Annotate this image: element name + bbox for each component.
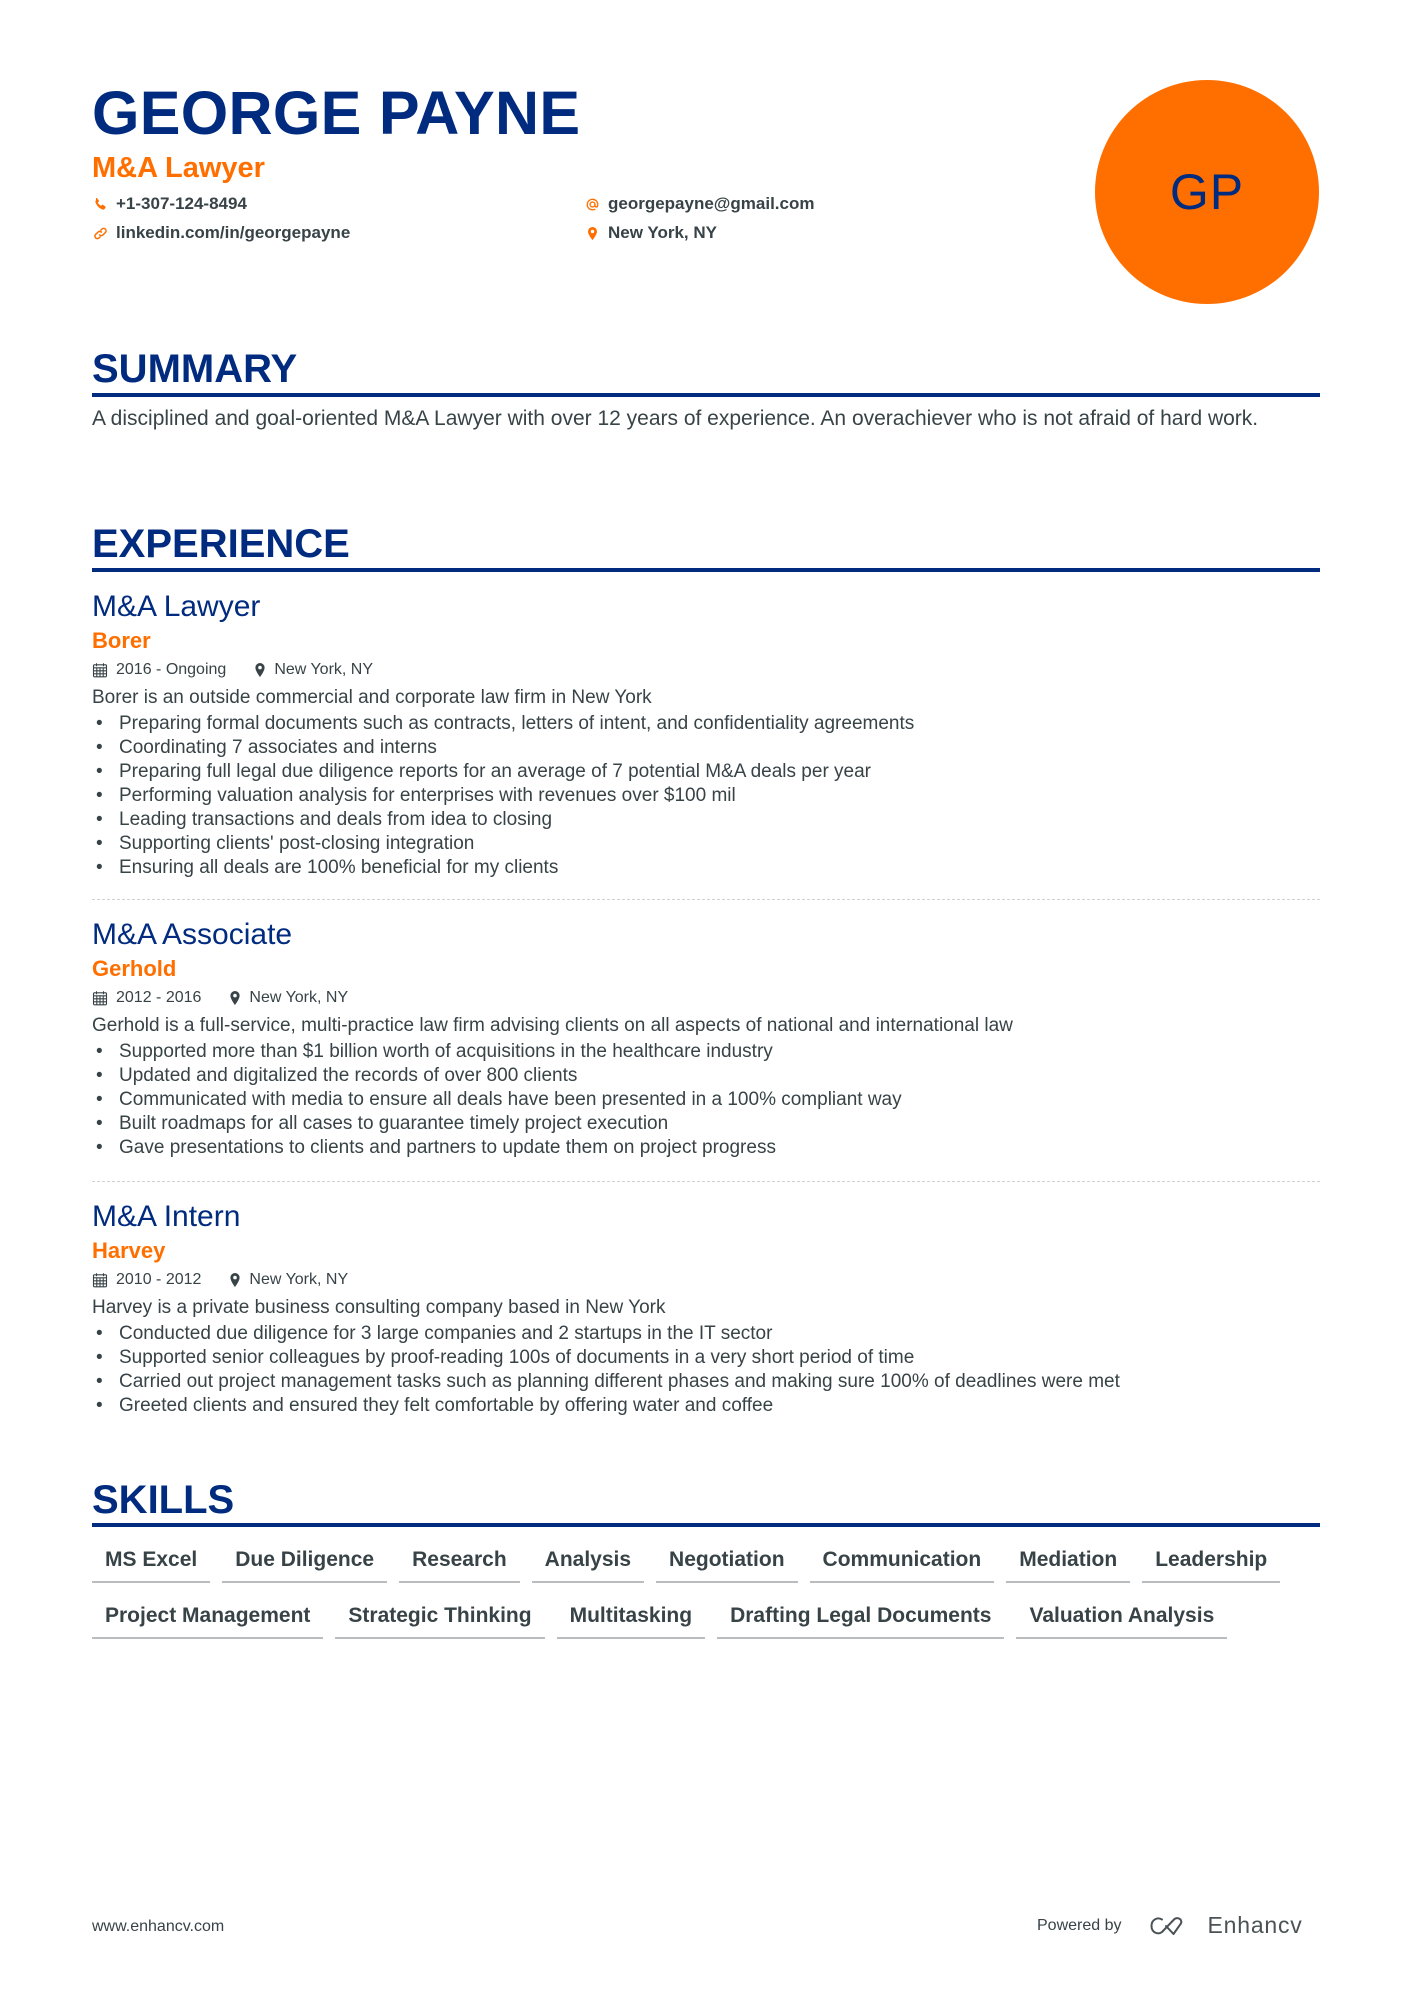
job-bullets [92,1322,1320,1418]
phone-value: +1-307-124-8494 [116,194,247,213]
avatar [1095,80,1319,304]
experience-divider [92,568,1320,572]
job-bullet: • Communicated with media to ensure all deals have been presented in a 100% compliant way [92,1088,1320,1112]
map-pin-icon [229,990,241,1006]
enhancv-logo-icon [1148,1914,1196,1938]
job-location [229,1268,348,1292]
skills-list [92,1545,1332,1639]
job-bullets [92,712,1320,880]
job-description: Borer is an outside commercial and corporate law firm in New York [92,687,652,708]
skill-tag: Multitasking [557,1601,706,1639]
job-bullet: • Greeted clients and ensured they felt comfortable by offering water and coffee [92,1394,1320,1418]
avatar-initials: GP [1169,164,1245,220]
skill-tag: Valuation Analysis [1016,1601,1227,1639]
entry-separator [92,1181,1320,1182]
map-pin-icon [584,225,600,241]
job-bullet: • Leading transactions and deals from idea to closing [92,808,1320,832]
job-meta [92,658,1320,682]
footer-branding[interactable] [1037,1912,1303,1939]
contact-phone[interactable] [92,193,247,215]
skill-tag: Research [399,1545,520,1583]
job-bullet: • Ensuring all deals are 100% beneficial for my clients [92,856,1320,880]
job-location [229,986,348,1010]
job-bullet: • Coordinating 7 associates and interns [92,736,1320,760]
map-pin-icon [254,662,266,678]
job-bullet: • Supported more than $1 billion worth of acquisitions in the healthcare industry [92,1040,1320,1064]
skills-divider [92,1523,1320,1527]
experience-heading: EXPERIENCE [92,522,350,566]
skill-tag: Analysis [532,1545,644,1583]
skills-heading: SKILLS [92,1478,235,1522]
job-description: Harvey is a private business consulting company based in New York [92,1297,666,1318]
phone-icon [92,196,108,212]
skill-tag: Negotiation [656,1545,798,1583]
job-bullets [92,1040,1320,1160]
skill-tag: Due Diligence [222,1545,387,1583]
job-bullet: • Gave presentations to clients and partners to update them on project progress [92,1136,1320,1160]
skill-tag: MS Excel [92,1545,210,1583]
job-meta [92,986,1320,1010]
experience-entry [92,588,1320,880]
job-bullet: • Preparing full legal due diligence reports for an average of 7 potential M&A deals per year [92,760,1320,784]
job-bullet: • Supporting clients' post-closing integration [92,832,1320,856]
candidate-title: M&A Lawyer [92,152,265,184]
skill-tag: Strategic Thinking [335,1601,544,1639]
skill-tag: Project Management [92,1601,323,1639]
job-company: Harvey [92,1238,166,1263]
job-company: Gerhold [92,956,177,981]
summary-text: A disciplined and goal-oriented M&A Lawyer with over 12 years of experience. An overachiever who is not afraid of hard work. [92,407,1259,430]
footer-website-link[interactable]: www.enhancv.com [92,1918,225,1935]
location-value: New York, NY [608,223,717,242]
job-dates: 2012 - 2016 [116,989,202,1006]
job-title: M&A Lawyer [92,590,261,623]
job-bullet: • Built roadmaps for all cases to guarantee timely project execution [92,1112,1320,1136]
summary-heading: SUMMARY [92,347,298,391]
candidate-name: GEORGE PAYNE [92,79,581,147]
link-icon [92,225,108,241]
job-location-value: New York, NY [274,661,374,678]
email-value: georgepayne@gmail.com [608,194,815,213]
job-bullet: • Conducted due diligence for 3 large companies and 2 startups in the IT sector [92,1322,1320,1346]
job-bullet: • Updated and digitalized the records of over 800 clients [92,1064,1320,1088]
entry-separator [92,899,1320,900]
job-dates: 2016 - Ongoing [116,661,227,678]
experience-entry [92,1198,1320,1418]
job-bullet: • Carried out project management tasks such as planning different phases and making sure 100% of deadlines were met [92,1370,1320,1394]
job-title: M&A Associate [92,918,293,951]
linkedin-value: linkedin.com/in/georgepayne [116,223,351,242]
job-company: Borer [92,628,151,653]
calendar-icon [92,1272,108,1288]
skill-tag: Leadership [1142,1545,1280,1583]
contact-linkedin[interactable] [92,222,350,244]
job-title: M&A Intern [92,1200,241,1233]
skill-tag: Communication [810,1545,995,1583]
brand-name: Enhancv [1207,1912,1303,1938]
job-bullet: • Supported senior colleagues by proof-reading 100s of documents in a very short period of time [92,1346,1320,1370]
at-icon [584,196,600,212]
summary-divider [92,393,1320,397]
job-bullet: • Performing valuation analysis for enterprises with revenues over $100 mil [92,784,1320,808]
job-location-value: New York, NY [249,989,349,1006]
skill-tag: Drafting Legal Documents [717,1601,1004,1639]
job-description: Gerhold is a full-service, multi-practice law firm advising clients on all aspects of national and international law [92,1015,1013,1036]
job-dates: 2010 - 2012 [116,1271,202,1288]
job-meta [92,1268,1320,1292]
powered-by-label: Powered by [1037,1916,1122,1934]
experience-entry [92,916,1320,1160]
job-location-value: New York, NY [249,1271,349,1288]
calendar-icon [92,990,108,1006]
skill-tag: Mediation [1006,1545,1130,1583]
job-bullet: • Preparing formal documents such as contracts, letters of intent, and confidentiality agreements [92,712,1320,736]
contact-email[interactable] [584,193,814,215]
job-location [254,658,373,682]
map-pin-icon [229,1272,241,1288]
calendar-icon [92,662,108,678]
contact-location [584,222,717,244]
